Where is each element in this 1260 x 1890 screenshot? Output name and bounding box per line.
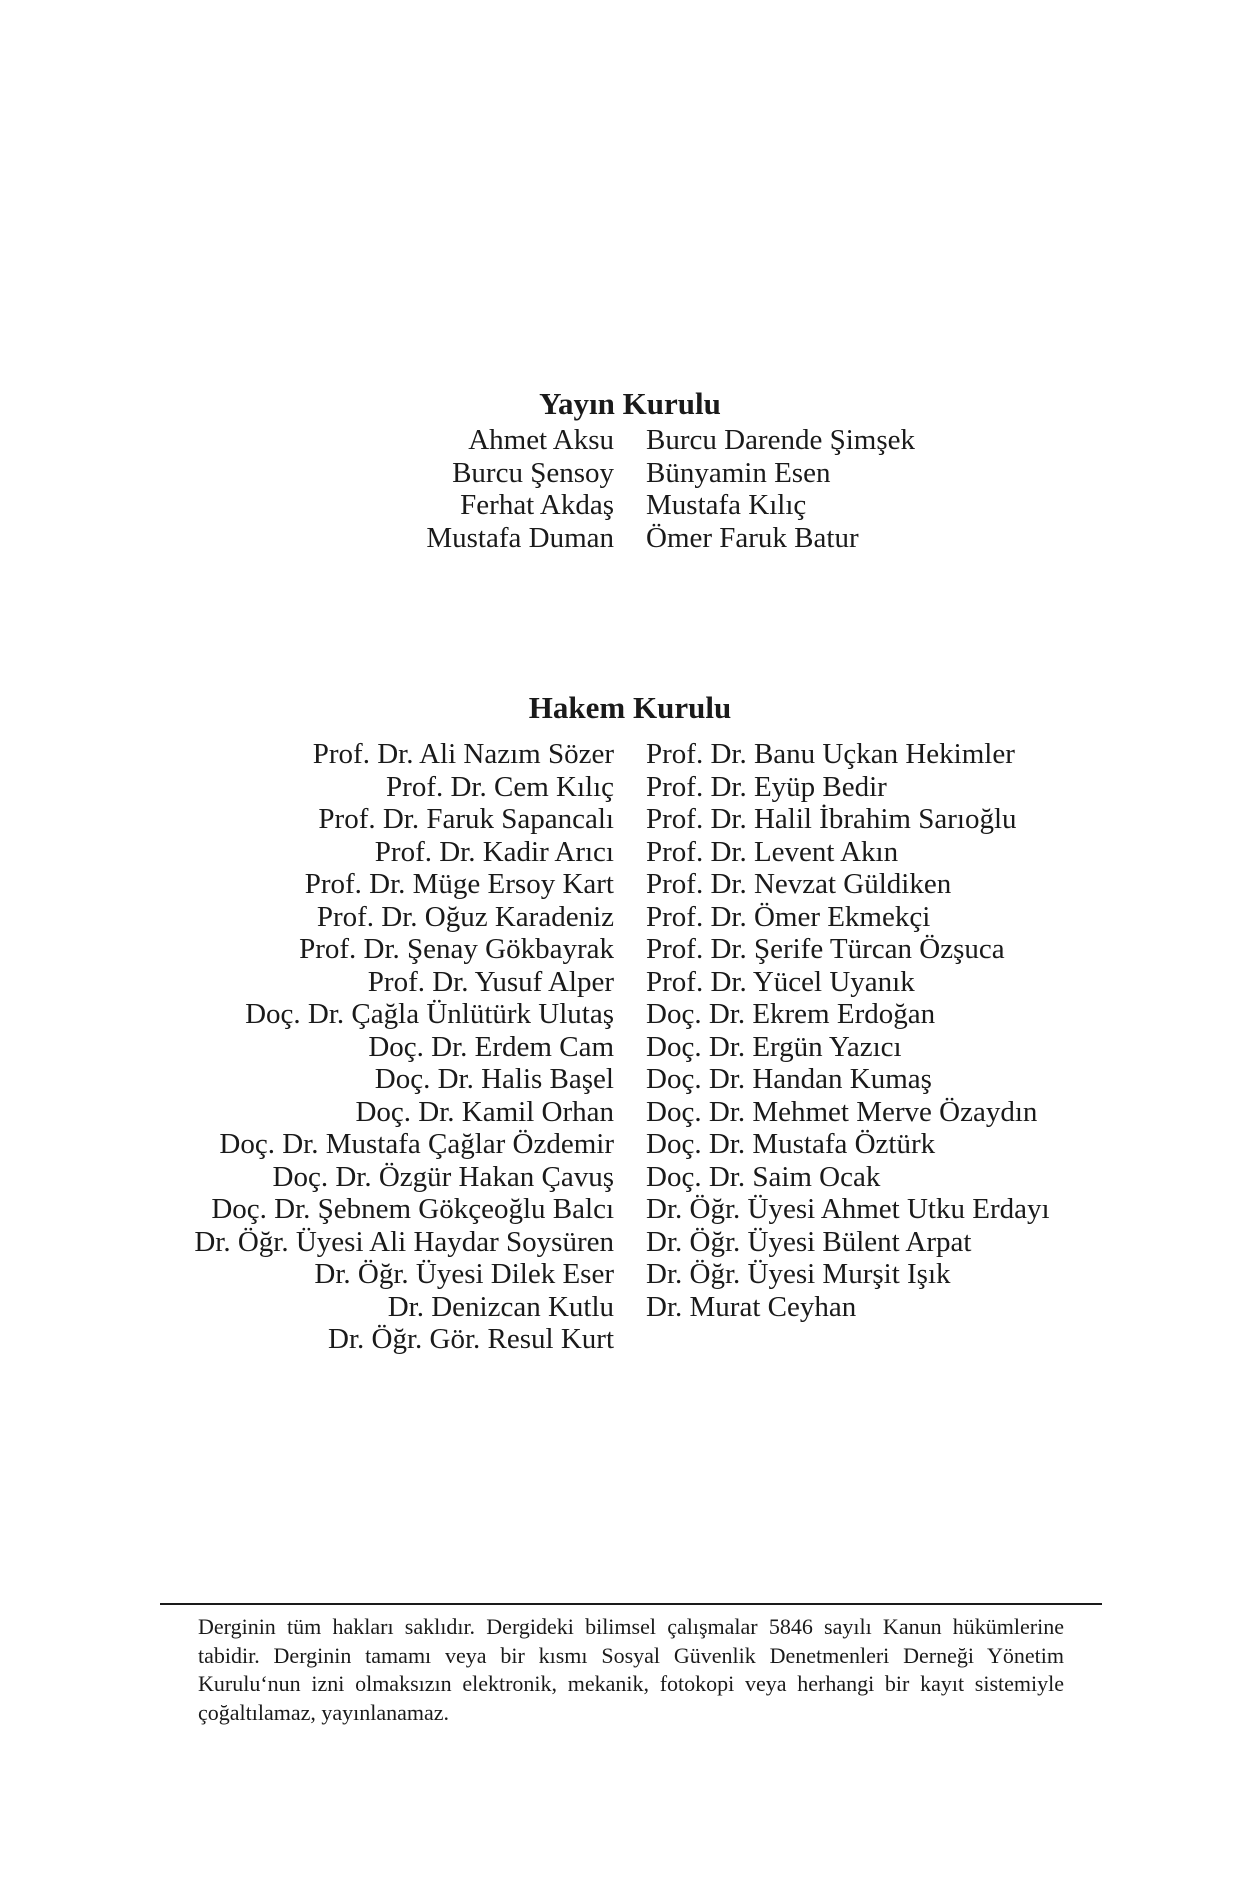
yayin-kurulu-list — [0, 424, 1260, 554]
yayin-kurulu-title: Yayın Kurulu — [539, 386, 721, 421]
member-name: Doç. Dr. Mehmet Merve Özaydın — [646, 1095, 1038, 1128]
member-name: Doç. Dr. Şebnem Gökçeoğlu Balcı — [211, 1193, 614, 1225]
member-name: Doç. Dr. Ergün Yazıcı — [646, 1030, 902, 1063]
member-name: Ömer Faruk Batur — [646, 521, 859, 554]
member-name: Doç. Dr. Handan Kumaş — [646, 1063, 932, 1095]
member-name: Prof. Dr. Eyüp Bedir — [646, 770, 887, 803]
member-name: Doç. Dr. Mustafa Çağlar Özdemir — [219, 1128, 614, 1160]
member-name: Dr. Murat Ceyhan — [646, 1290, 857, 1323]
member-name: Prof. Dr. Yusuf Alper — [367, 965, 614, 998]
member-name: Dr. Denizcan Kutlu — [387, 1290, 614, 1323]
member-name: Prof. Dr. Yücel Uyanık — [646, 965, 915, 998]
member-name: Ahmet Aksu — [468, 424, 614, 456]
member-name: Prof. Dr. Kadir Arıcı — [374, 835, 614, 868]
yayin-kurulu-left-column — [16, 424, 614, 554]
hakem-kurulu-left-column — [16, 738, 614, 1356]
member-name: Doç. Dr. Mustafa Öztürk — [646, 1128, 936, 1160]
member-name: Ferhat Akdaş — [460, 489, 614, 521]
member-name: Prof. Dr. Ali Nazım Sözer — [312, 738, 614, 770]
member-name: Burcu Darende Şimşek — [646, 424, 915, 456]
member-name: Doç. Dr. Ekrem Erdoğan — [646, 998, 936, 1030]
member-name: Prof. Dr. Ömer Ekmekçi — [646, 900, 931, 933]
member-name: Dr. Öğr. Üyesi Murşit Işık — [646, 1258, 951, 1290]
member-name: Prof. Dr. Halil İbrahim Sarıoğlu — [646, 803, 1017, 835]
member-name: Prof. Dr. Şerife Türcan Özşuca — [646, 933, 1005, 965]
member-name: Doç. Dr. Kamil Orhan — [355, 1095, 614, 1128]
member-name: Doç. Dr. Saim Ocak — [646, 1160, 881, 1193]
member-name: Prof. Dr. Şenay Gökbayrak — [299, 933, 614, 965]
member-name: Dr. Öğr. Üyesi Ahmet Utku Erdayı — [646, 1193, 1050, 1225]
member-name: Dr. Öğr. Gör. Resul Kurt — [328, 1323, 614, 1355]
member-name: Doç. Dr. Çağla Ünlütürk Ulutaş — [245, 998, 614, 1030]
hakem-kurulu-right-column — [646, 738, 1244, 1356]
member-name: Doç. Dr. Halis Başel — [374, 1063, 614, 1095]
member-name: Bünyamin Esen — [646, 456, 831, 489]
hakem-kurulu-list — [0, 738, 1260, 1356]
footer-divider — [160, 1603, 1102, 1605]
member-name: Dr. Öğr. Üyesi Dilek Eser — [314, 1258, 614, 1290]
member-name: Dr. Öğr. Üyesi Bülent Arpat — [646, 1225, 972, 1258]
member-name: Prof. Dr. Faruk Sapancalı — [318, 803, 614, 835]
copyright-notice: Derginin tüm hakları saklıdır. Dergideki bilimsel çalışmalar 5846 sayılı Kanun hükümlerine tabidir. Derginin tamamı veya bir kısmı Sosyal Güvenlik Denetmenleri Derneği Yönetim Kurulu‘nun izni olmaksızın elektronik, mekanik, fotokopi veya herhangi bir kayıt sistemiyle çoğaltılamaz, yayınlanamaz. — [198, 1614, 1064, 1725]
member-name: Prof. Dr. Nevzat Güldiken — [646, 868, 952, 900]
member-name: Prof. Dr. Banu Uçkan Hekimler — [646, 738, 1015, 770]
member-name: Dr. Öğr. Üyesi Ali Haydar Soysüren — [194, 1225, 614, 1258]
member-name: Prof. Dr. Müge Ersoy Kart — [304, 868, 614, 900]
member-name: Burcu Şensoy — [452, 456, 614, 489]
member-name: Mustafa Duman — [426, 521, 614, 554]
member-name: Prof. Dr. Cem Kılıç — [386, 770, 614, 803]
member-name: Prof. Dr. Oğuz Karadeniz — [316, 900, 614, 933]
member-name: Doç. Dr. Erdem Cam — [368, 1030, 614, 1063]
member-name: Mustafa Kılıç — [646, 489, 807, 521]
member-name: Prof. Dr. Levent Akın — [646, 835, 899, 868]
hakem-kurulu-title: Hakem Kurulu — [528, 690, 732, 725]
yayin-kurulu-right-column — [646, 424, 1244, 554]
member-name: Doç. Dr. Özgür Hakan Çavuş — [272, 1160, 614, 1193]
